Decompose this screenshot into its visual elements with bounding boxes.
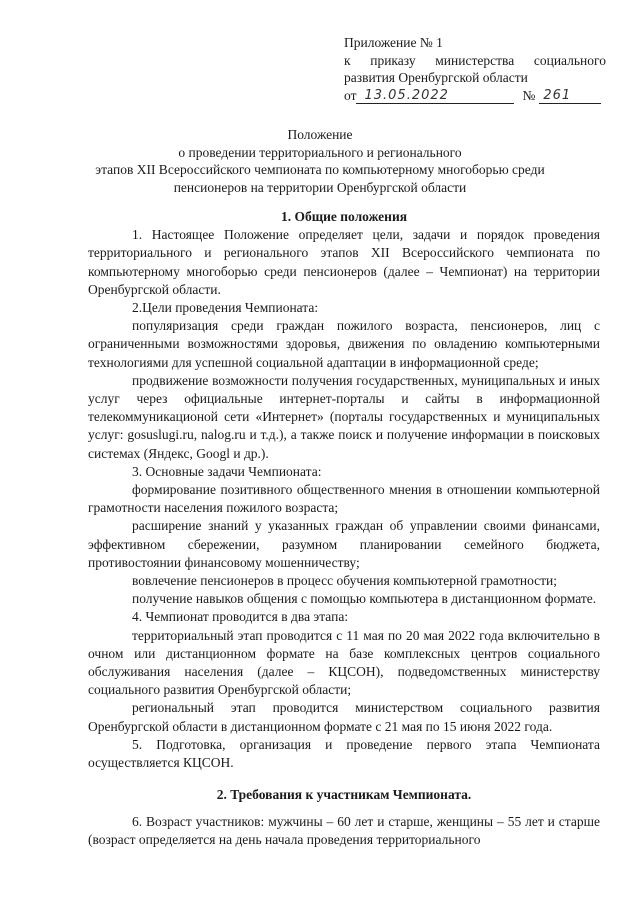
- paragraph-5: 5. Подготовка, организация и проведение первого этапа Чемпионата осуществляется КЦСОН.: [88, 736, 600, 771]
- paragraph-3b: расширение знаний у указанных граждан об управлении своими финансами, эффективном сбережении, разумном планировании семейного бюджета, противостоянии финансовому мошенничеству;: [88, 518, 600, 570]
- paragraph-6: 6. Возраст участников: мужчины – 60 лет и старше, женщины – 55 лет и старше (возраст определяется на день начала проведения территориального: [88, 813, 600, 847]
- appendix-ministry-line: развития Оренбургской области: [344, 70, 528, 85]
- paragraph-4a: территориальный этап проводится с 11 мая по 20 мая 2022 года включительно в очном или дистанционном формате на базе комплексных центров социального обслуживания населения (далее – КЦСОН), подведомственных министерству социального развития Оренбургской области;: [88, 627, 600, 698]
- handwritten-number: 261: [539, 88, 601, 104]
- title-line-1: Положение: [287, 127, 353, 142]
- appendix-block: [344, 34, 606, 104]
- date-prefix: от: [344, 87, 357, 103]
- appendix-date-line: [344, 87, 606, 105]
- number-prefix: №: [522, 87, 536, 103]
- appendix-order-line: к приказу министерства социального: [344, 52, 606, 68]
- title-line-4: пенсионеров на территории Оренбургской области: [173, 179, 467, 195]
- paragraph-3: 3. Основные задачи Чемпионата:: [132, 463, 322, 479]
- document-body: [88, 208, 600, 849]
- appendix-title: Приложение № 1: [344, 35, 443, 50]
- paragraph-2: 2.Цели проведения Чемпионата:: [132, 300, 319, 316]
- section-2-heading: 2. Требования к участникам Чемпионата.: [216, 787, 472, 803]
- paragraph-3a: формирование позитивного общественного мнения в отношении компьютерной грамотности населения пожилого возраста;: [88, 482, 600, 516]
- section-1-heading: 1. Общие положения: [280, 209, 408, 224]
- title-line-2: о проведении территориального и регионального: [178, 144, 462, 160]
- paragraph-1: 1. Настоящее Положение определяет цели, задачи и порядок проведения территориального и регионального этапов XII Всероссийского чемпионата по компьютерному многоборью среди пенсионеров (далее – Чемпионат) на территории Оренбургской области.: [88, 227, 600, 297]
- paragraph-3d: получение навыков общения с помощью компьютера в дистанционном формате.: [132, 591, 597, 607]
- document-title: [0, 126, 640, 196]
- handwritten-date: 13.05.2022: [356, 88, 514, 104]
- paragraph-2b: продвижение возможности получения государственных, муниципальных и иных услуг через официальные интернет-порталы и сайты в информационной телекоммуникационой сети «Интернет» (порталы государственных и муниципальных услуг: gosuslugi.ru, nalog.ru и т.д.), а также поиск и получение информации в поисковых системах (Яндекс, Googl и др.).: [88, 372, 600, 461]
- paragraph-3c: вовлечение пенсионеров в процесс обучения компьютерной грамотности;: [132, 573, 558, 589]
- paragraph-4b: региональный этап проводится министерством социального развития Оренбургской области в дистанционном формате с 21 мая по 15 июня 2022 года.: [88, 700, 600, 734]
- paragraph-4: 4. Чемпионат проводится в два этапа:: [132, 609, 349, 625]
- title-line-3: этапов XII Всероссийского чемпионата по компьютерному многоборью среди: [95, 162, 545, 177]
- paragraph-2a: популяризация среди граждан пожилого возраста, пенсионеров, лиц с ограниченными возможностями здоровья, движения по овладению компьютерными технологиями для успешной социальной адаптации в информационной среде;: [88, 318, 600, 370]
